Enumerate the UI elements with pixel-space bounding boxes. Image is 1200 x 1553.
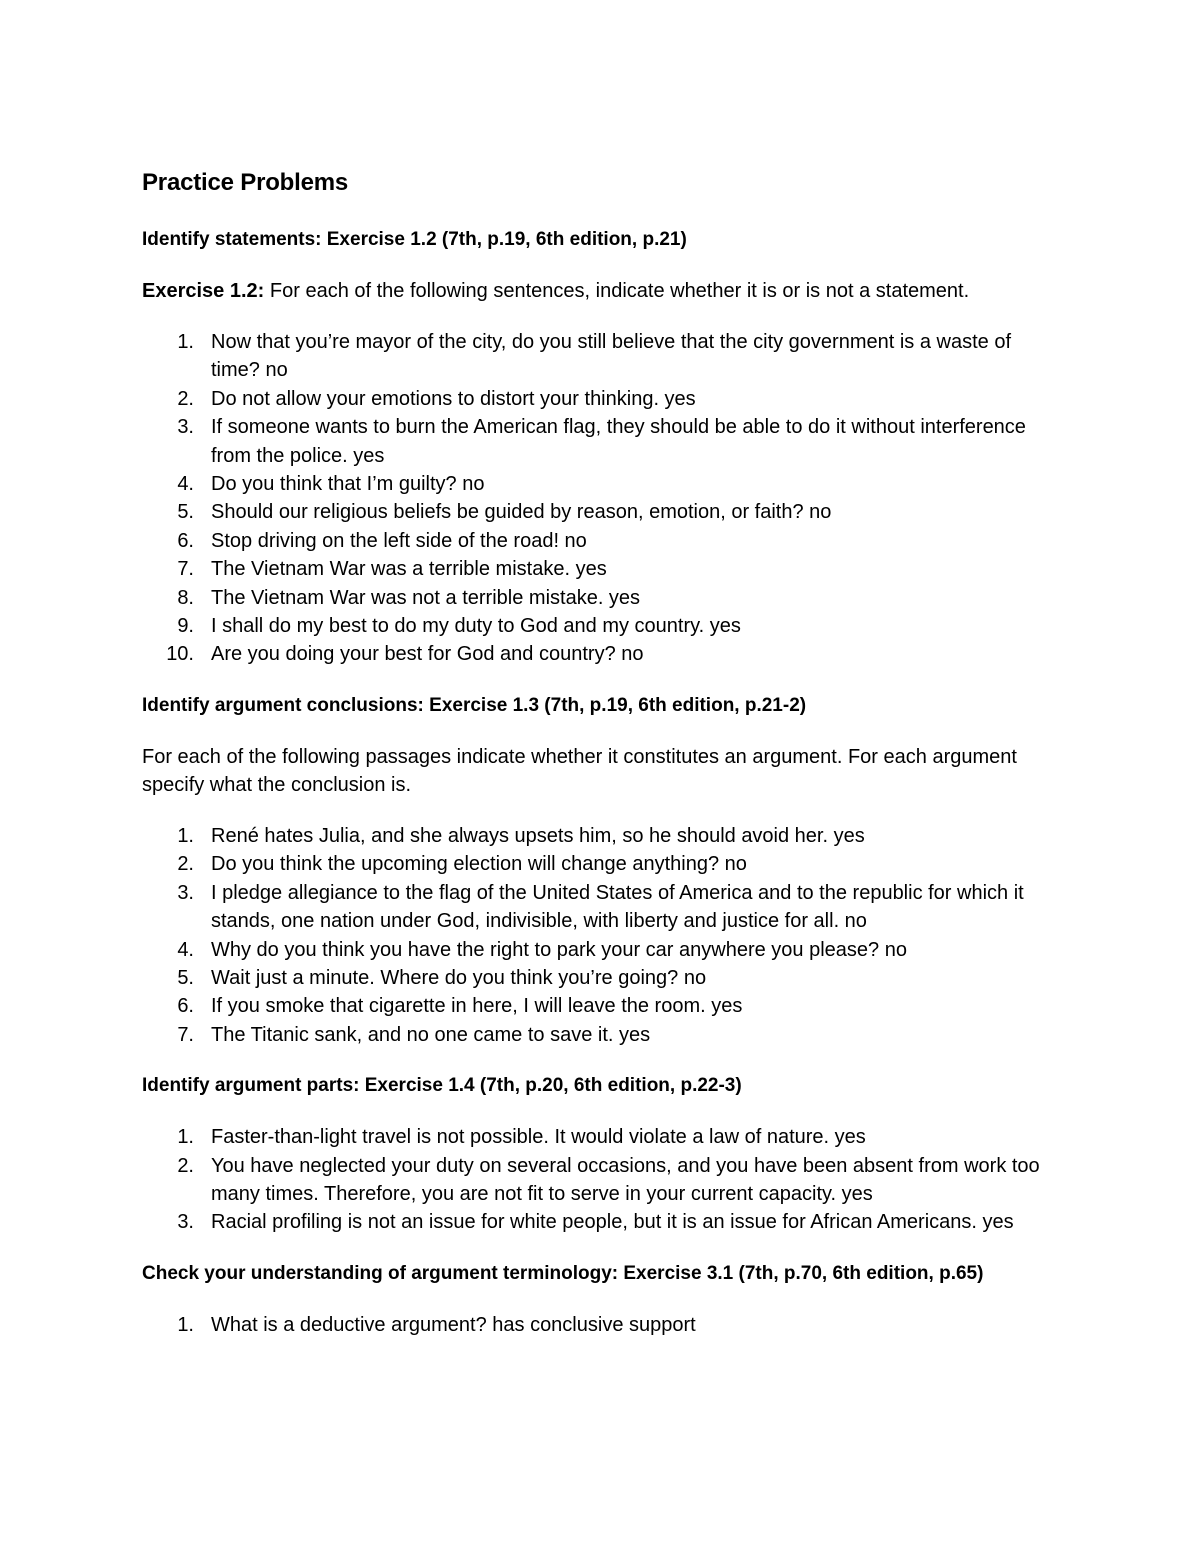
list-item xyxy=(142,879,1062,936)
item-number: 2. xyxy=(177,387,194,410)
item-number: 5. xyxy=(177,501,194,524)
list-item xyxy=(142,527,1062,555)
document-page xyxy=(142,166,1062,1362)
item-number: 8. xyxy=(177,586,194,609)
item-text: Are you doing your best for God and country? no xyxy=(211,643,644,666)
item-text: Do you think the upcoming election will change anything? no xyxy=(211,853,747,876)
item-text: The Titanic sank, and no one came to save it. yes xyxy=(211,1023,651,1046)
list-item xyxy=(142,1208,1062,1236)
item-text: You have neglected your duty on several occasions, and you have been absent from work too many times. Therefore, you are not fit to serve in your current capacity. yes xyxy=(211,1154,1040,1205)
item-text: Do you think that I’m guilty? no xyxy=(211,473,485,496)
exercise-list xyxy=(142,1123,1062,1237)
item-number: 1. xyxy=(177,824,194,847)
item-text: Faster-than-light travel is not possible. It would violate a law of nature. yes xyxy=(211,1126,866,1149)
list-item xyxy=(142,470,1062,498)
item-number: 1. xyxy=(177,331,194,353)
item-text: Now that you’re mayor of the city, do you still believe that the city government is a waste of time? no xyxy=(211,331,1012,382)
item-text: I pledge allegiance to the flag of the United States of America and to the republic for which it stands, one nation under God, indivisible, with liberty and justice for all. no xyxy=(211,881,1024,933)
section-intro: For each of the following passages indicate whether it constitutes an argument. For each argument specify what the conclusion is. xyxy=(142,745,1017,796)
section-heading: Identify statements: Exercise 1.2 (7th, p.19, 6th edition, p.21) xyxy=(142,229,687,250)
item-text: Wait just a minute. Where do you think you’re going? no xyxy=(211,966,707,989)
item-text: What is a deductive argument? has conclusive support xyxy=(211,1313,696,1336)
item-number: 6. xyxy=(177,529,194,552)
item-text: Racial profiling is not an issue for white people, but it is an issue for African Americans. yes xyxy=(211,1211,1014,1234)
item-text: If someone wants to burn the American flag, they should be able to do it without interference from the police. yes xyxy=(211,416,1026,467)
list-item xyxy=(142,1123,1062,1151)
item-number: 4. xyxy=(177,938,194,961)
item-text: Stop driving on the left side of the road! no xyxy=(211,529,587,552)
exercise-list xyxy=(142,1311,1062,1339)
item-text: The Vietnam War was a terrible mistake. yes xyxy=(211,558,607,581)
section-heading: Check your understanding of argument terminology: Exercise 3.1 (7th, p.70, 6th edition, p.65) xyxy=(142,1262,984,1284)
item-number: 5. xyxy=(177,966,194,989)
exercise-list xyxy=(142,328,1062,669)
item-number: 4. xyxy=(177,473,194,496)
list-item xyxy=(142,612,1062,640)
list-item xyxy=(142,850,1062,878)
item-text: Do not allow your emotions to distort your thinking. yes xyxy=(211,387,696,410)
item-number: 1. xyxy=(177,1126,194,1149)
list-item xyxy=(142,413,1062,470)
item-number: 3. xyxy=(177,1211,194,1234)
item-number: 2. xyxy=(177,1154,194,1177)
section-intro xyxy=(142,277,1062,305)
list-item xyxy=(142,640,1062,668)
item-number: 7. xyxy=(177,1023,194,1046)
section-statements xyxy=(142,226,1062,669)
item-number: 3. xyxy=(177,881,194,904)
page-title: Practice Problems xyxy=(142,169,349,196)
item-text: I shall do my best to do my duty to God and my country. yes xyxy=(211,615,741,638)
exercise-list xyxy=(142,822,1062,1049)
list-item xyxy=(142,1021,1062,1049)
item-number: 9. xyxy=(177,615,194,638)
item-text: The Vietnam War was not a terrible mistake. yes xyxy=(211,586,641,609)
section-terminology xyxy=(142,1260,1062,1339)
intro-bold: Exercise 1.2: xyxy=(142,280,265,302)
item-text: If you smoke that cigarette in here, I will leave the room. yes xyxy=(211,995,743,1018)
list-item xyxy=(142,584,1062,612)
list-item xyxy=(142,1152,1062,1209)
intro-text: For each of the following sentences, indicate whether it is or is not a statement. xyxy=(264,280,970,302)
section-conclusions xyxy=(142,692,1062,1049)
list-item xyxy=(142,992,1062,1020)
list-item xyxy=(142,936,1062,964)
item-number: 7. xyxy=(177,558,194,581)
item-text: Why do you think you have the right to park your car anywhere you please? no xyxy=(211,938,907,961)
list-item xyxy=(142,822,1062,850)
list-item xyxy=(142,328,1062,385)
item-number: 10. xyxy=(166,643,194,666)
section-heading: Identify argument parts: Exercise 1.4 (7th, p.20, 6th edition, p.22-3) xyxy=(142,1075,742,1097)
list-item xyxy=(142,555,1062,583)
section-argument-parts xyxy=(142,1072,1062,1237)
item-text: René hates Julia, and she always upsets him, so he should avoid her. yes xyxy=(211,824,865,847)
item-number: 3. xyxy=(177,416,194,439)
item-number: 6. xyxy=(177,995,194,1018)
list-item xyxy=(142,1311,1062,1339)
list-item xyxy=(142,498,1062,526)
list-item xyxy=(142,964,1062,992)
list-item xyxy=(142,385,1062,413)
item-number: 1. xyxy=(177,1313,194,1336)
item-text: Should our religious beliefs be guided by reason, emotion, or faith? no xyxy=(211,501,832,524)
item-number: 2. xyxy=(177,853,194,876)
section-heading: Identify argument conclusions: Exercise 1.3 (7th, p.19, 6th edition, p.21-2) xyxy=(142,694,807,716)
